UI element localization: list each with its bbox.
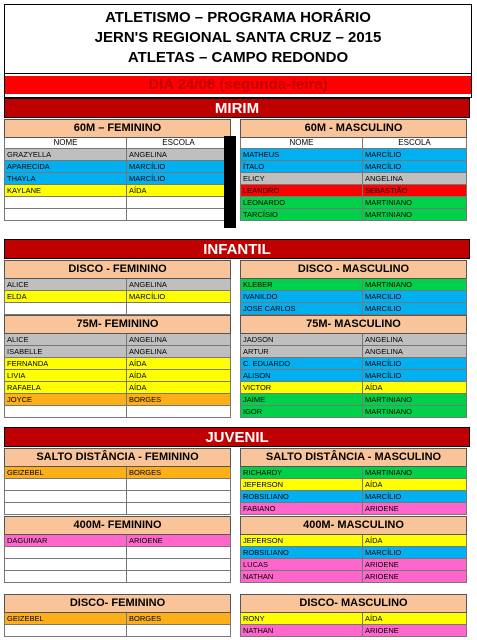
infantil-75m-masculino-table <box>240 315 467 418</box>
infantil-disco-feminino-table <box>4 260 231 315</box>
table-row <box>5 479 231 491</box>
table-row <box>5 185 231 197</box>
athlete-school: ANGELINA <box>127 279 231 291</box>
table-row <box>241 625 467 637</box>
athlete-name <box>5 625 127 637</box>
athlete-school: MARTINIANO <box>363 406 467 418</box>
athlete-name: JAIME <box>241 394 363 406</box>
table-row <box>241 279 467 291</box>
athlete-name: LUCAS <box>241 559 363 571</box>
table-row <box>241 491 467 503</box>
table-row <box>5 467 231 479</box>
athlete-name: ROBSILIANO <box>241 547 363 559</box>
athlete-school: BORGES <box>127 613 231 625</box>
mirim-60m-feminino-table <box>4 119 231 221</box>
athlete-name: ALISON <box>241 370 363 382</box>
athlete-school: ARIOENE <box>363 503 467 515</box>
athlete-school: MARCILIO <box>363 291 467 303</box>
infantil-75m-feminino-event-title: 75M- FEMININO <box>5 316 231 334</box>
table-row <box>5 279 231 291</box>
juvenil-disco-masculino-event-title: DISCO- MASCULINO <box>241 595 467 613</box>
document-header <box>4 4 472 98</box>
athlete-school: ANGELINA <box>127 334 231 346</box>
table-row <box>5 382 231 394</box>
athlete-name: FERNANDA <box>5 358 127 370</box>
table-row <box>241 370 467 382</box>
athlete-name <box>5 547 127 559</box>
athlete-name: ÍTALO <box>241 161 363 173</box>
athlete-school: ANGELINA <box>363 346 467 358</box>
juvenil-400m-masculino-event-title: 400M- MASCULINO <box>241 517 467 535</box>
athlete-school: MARCÍLIO <box>363 161 467 173</box>
table-row <box>5 161 231 173</box>
athlete-name: JOSE CARLOS <box>241 303 363 315</box>
column-header-school: ESCOLA <box>127 138 231 149</box>
athlete-school <box>127 503 231 515</box>
athlete-name: LEONARDO <box>241 197 363 209</box>
juvenil-disco-masculino-table <box>240 594 467 637</box>
athlete-name: KLEBER <box>241 279 363 291</box>
table-row <box>241 571 467 583</box>
category-bar-infantil: INFANTIL <box>4 239 470 259</box>
athlete-name <box>5 406 127 418</box>
mirim-60m-feminino-event-title: 60M – FEMININO <box>5 120 231 138</box>
athlete-name: JADSON <box>241 334 363 346</box>
athlete-school: BORGES <box>127 394 231 406</box>
athlete-school: ANGELINA <box>363 334 467 346</box>
table-row <box>241 149 467 161</box>
athlete-name: ALICE <box>5 279 127 291</box>
table-row <box>5 491 231 503</box>
athlete-school: MARCÍLIO <box>127 291 231 303</box>
athlete-name: TARCÍSIO <box>241 209 363 221</box>
athlete-school: ANGELINA <box>127 149 231 161</box>
table-row <box>241 394 467 406</box>
athlete-school: MARCÍLIO <box>127 161 231 173</box>
table-row <box>5 535 231 547</box>
athlete-school: ARIOENE <box>363 559 467 571</box>
infantil-disco-masculino-event-title: DISCO - MASCULINO <box>241 261 467 279</box>
athlete-name: ELDA <box>5 291 127 303</box>
column-header-name: NOME <box>241 138 363 149</box>
athlete-school: AÍDA <box>127 382 231 394</box>
athlete-name: LIVIA <box>5 370 127 382</box>
infantil-disco-feminino-event-title: DISCO - FEMININO <box>5 261 231 279</box>
juvenil-salto-masculino-event-title: SALTO DISTÂNCIA - MASCULINO <box>241 449 467 467</box>
athlete-name: GEIZEBEL <box>5 613 127 625</box>
table-row <box>241 161 467 173</box>
athlete-name <box>5 571 127 583</box>
athlete-name <box>5 559 127 571</box>
table-row <box>5 370 231 382</box>
athlete-name: ARTUR <box>241 346 363 358</box>
athlete-school: AÍDA <box>127 185 231 197</box>
table-row <box>241 382 467 394</box>
table-row <box>241 197 467 209</box>
table-row <box>241 291 467 303</box>
table-row <box>241 185 467 197</box>
athlete-school: MARCÍLIO <box>363 491 467 503</box>
table-row <box>241 334 467 346</box>
athlete-school: SEBASTIÃO <box>363 185 467 197</box>
table-row <box>5 173 231 185</box>
table-row <box>241 467 467 479</box>
athlete-name: FABIANO <box>241 503 363 515</box>
athlete-name: JEFERSON <box>241 479 363 491</box>
athlete-name: GRAZYELLA <box>5 149 127 161</box>
table-row <box>5 613 231 625</box>
athlete-name: RONY <box>241 613 363 625</box>
athlete-name: NATHAN <box>241 571 363 583</box>
table-row <box>241 406 467 418</box>
athlete-school <box>127 559 231 571</box>
athlete-school: ANGELINA <box>363 173 467 185</box>
athlete-name: THAYLA <box>5 173 127 185</box>
table-row <box>5 571 231 583</box>
athlete-name: RICHARDY <box>241 467 363 479</box>
athlete-name: IGOR <box>241 406 363 418</box>
athlete-name: ISABELLE <box>5 346 127 358</box>
juvenil-400m-feminino-table <box>4 516 231 583</box>
juvenil-salto-feminino-event-title: SALTO DISTÂNCIA - FEMININO <box>5 449 231 467</box>
athlete-name <box>5 197 127 209</box>
athlete-school: MARCILIO <box>363 303 467 315</box>
athlete-school: MARTINIANO <box>363 394 467 406</box>
juvenil-salto-feminino-table <box>4 448 231 515</box>
table-row <box>241 479 467 491</box>
table-row <box>5 291 231 303</box>
table-row <box>5 625 231 637</box>
table-row <box>5 197 231 209</box>
table-row <box>241 358 467 370</box>
juvenil-disco-feminino-event-title: DISCO- FEMININO <box>5 595 231 613</box>
athlete-name: IVANILDO <box>241 291 363 303</box>
athlete-name: DAGUIMAR <box>5 535 127 547</box>
athlete-school <box>127 547 231 559</box>
athlete-school: MARTINIANO <box>363 197 467 209</box>
athlete-school: MARTINIANO <box>363 467 467 479</box>
table-row <box>5 303 231 315</box>
table-row <box>5 358 231 370</box>
athlete-name: JOYCE <box>5 394 127 406</box>
athlete-name: ROBSILIANO <box>241 491 363 503</box>
athlete-school <box>127 303 231 315</box>
athlete-school: MARCÍLIO <box>363 358 467 370</box>
athlete-name: ELICY <box>241 173 363 185</box>
athlete-school <box>127 209 231 221</box>
column-divider <box>224 136 236 228</box>
table-row <box>5 406 231 418</box>
athlete-name: ALICE <box>5 334 127 346</box>
athlete-name <box>5 209 127 221</box>
athlete-name <box>5 479 127 491</box>
header-subtitle: JERN'S REGIONAL SANTA CRUZ – 2015 <box>94 29 382 46</box>
infantil-75m-masculino-event-title: 75M- MASCULINO <box>241 316 467 334</box>
mirim-60m-masculino-table <box>240 119 467 221</box>
athlete-school <box>127 197 231 209</box>
column-header-school: ESCOLA <box>363 138 467 149</box>
athlete-school: MARTINIANO <box>363 279 467 291</box>
category-bar-juvenil: JUVENIL <box>4 427 470 447</box>
athlete-school: AÍDA <box>363 535 467 547</box>
infantil-75m-feminino-table <box>4 315 231 418</box>
athlete-school <box>127 479 231 491</box>
infantil-disco-masculino-table <box>240 260 467 315</box>
athlete-name: NATHAN <box>241 625 363 637</box>
athlete-school: AÍDA <box>363 613 467 625</box>
column-header-name: NOME <box>5 138 127 149</box>
table-row <box>241 209 467 221</box>
athlete-name <box>5 503 127 515</box>
table-row <box>5 503 231 515</box>
table-row <box>241 173 467 185</box>
header-team: ATLETAS – CAMPO REDONDO <box>127 49 349 66</box>
athlete-school: AÍDA <box>127 370 231 382</box>
athlete-school: ANGELINA <box>127 346 231 358</box>
athlete-school <box>127 625 231 637</box>
athlete-school: MARCÍLIO <box>127 173 231 185</box>
athlete-school <box>127 406 231 418</box>
athlete-name: KAYLANE <box>5 185 127 197</box>
table-row <box>241 535 467 547</box>
athlete-school: MARTINIANO <box>363 209 467 221</box>
athlete-school: ARIOENE <box>363 625 467 637</box>
athlete-name <box>5 491 127 503</box>
athlete-school: MARCÍLIO <box>363 547 467 559</box>
athlete-name: LEANDRO <box>241 185 363 197</box>
athlete-school: AÍDA <box>127 358 231 370</box>
table-row <box>5 547 231 559</box>
table-row <box>241 547 467 559</box>
table-row <box>241 613 467 625</box>
table-row <box>5 149 231 161</box>
mirim-60m-masculino-event-title: 60M - MASCULINO <box>241 120 467 138</box>
header-title: ATLETISMO – PROGRAMA HORÁRIO <box>105 9 371 26</box>
juvenil-salto-masculino-table <box>240 448 467 515</box>
athlete-name: MATHEUS <box>241 149 363 161</box>
athlete-school: AÍDA <box>363 479 467 491</box>
athlete-school: ARIOENE <box>127 535 231 547</box>
table-row <box>241 303 467 315</box>
header-day: DIA 24/08 (segunda-feira) <box>5 76 471 94</box>
table-row <box>5 209 231 221</box>
athlete-name: RAFAELA <box>5 382 127 394</box>
table-row <box>5 559 231 571</box>
athlete-name: APARECIDA <box>5 161 127 173</box>
athlete-name: GEIZEBEL <box>5 467 127 479</box>
athlete-school: ARIOENE <box>363 571 467 583</box>
athlete-school: BORGES <box>127 467 231 479</box>
athlete-school: AÍDA <box>363 382 467 394</box>
athlete-name: JEFERSON <box>241 535 363 547</box>
table-row <box>241 559 467 571</box>
athlete-school: MARCÍLIO <box>363 149 467 161</box>
juvenil-disco-feminino-table <box>4 594 231 637</box>
table-row <box>5 394 231 406</box>
athlete-name: VICTOR <box>241 382 363 394</box>
juvenil-400m-masculino-table <box>240 516 467 583</box>
athlete-school <box>127 491 231 503</box>
athlete-school <box>127 571 231 583</box>
juvenil-400m-feminino-event-title: 400M- FEMININO <box>5 517 231 535</box>
table-row <box>241 503 467 515</box>
athlete-name <box>5 303 127 315</box>
table-row <box>5 346 231 358</box>
athlete-name: C. EDUARDO <box>241 358 363 370</box>
table-row <box>241 346 467 358</box>
athlete-school: MARCÍLIO <box>363 370 467 382</box>
category-bar-mirim: MIRIM <box>4 98 470 118</box>
table-row <box>5 334 231 346</box>
